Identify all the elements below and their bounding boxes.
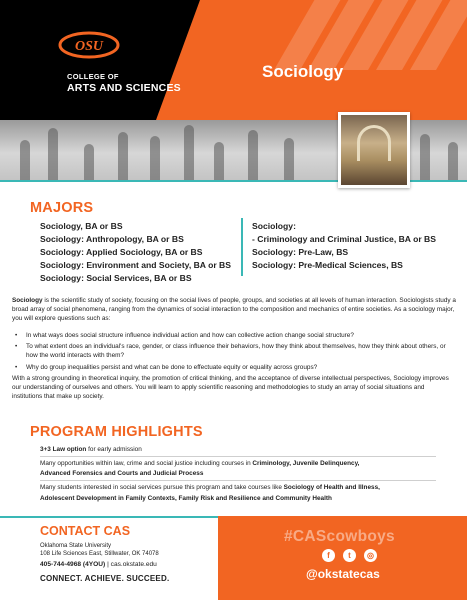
photo-figure [284,138,294,180]
osu-logo [58,30,120,60]
photo-figure [118,132,128,180]
major-item: Sociology: Pre-Law, BS [252,247,349,257]
contact-tagline: CONNECT. ACHIEVE. SUCCEED. [40,574,170,583]
header-banner [0,0,467,120]
social-handle[interactable]: @okstatecas [306,567,380,581]
highlight-item [40,483,456,492]
photo-figure [420,134,430,180]
contact-phone[interactable]: 405-744-4968 (4YOU) [40,561,106,568]
question-bullet: • Why do group inequalities persist and what can be done to effectuate equity or equality across groups? [15,364,318,371]
photo-figure [184,125,194,180]
intro-text: is the scientific study of society, focusing on the social lives of people, groups, and societies at all levels of human interaction. Sociologists study a broad array of social phenomena, ranging from the dynamics of social interaction to the composition and mechanics of entire societies. As a sociology major, you will explore questions such as: [12,297,456,323]
photo-figure [248,130,258,180]
question-bullet: • To what extent does an individual's race, gender, or class influence their behaviors, how they think about themselves, how they think about others, or how the world interacts with them? [15,343,446,360]
major-item: Sociology: Anthropology, BA or BS [40,234,184,244]
footer-teal-line [0,516,218,518]
instagram-icon[interactable]: ◎ [364,549,377,562]
major-item: Sociology: Social Services, BA or BS [40,273,192,283]
facebook-icon[interactable]: f [322,549,335,562]
highlight-item [40,445,456,454]
photo-figure [214,142,224,180]
highlight-bold: 3+3 Law option [40,446,87,453]
photo-figure [20,140,30,180]
header-black-panel [0,0,200,120]
bullet-text: To what extent does an individual's race, gender, or class influence their behaviors, how they think about themselves, how they think about others, or how the world interacts with them? [26,343,446,360]
logo-text: OSU [74,39,104,54]
page-title: Sociology [262,62,344,81]
photo-arch [357,125,391,161]
highlight-separator [40,480,436,481]
college-line2: ARTS AND SCIENCES [67,82,181,94]
major-item: Sociology: [252,221,296,231]
major-item: Sociology: Environment and Society, BA or BS [40,260,231,270]
highlight-bold: Adolescent Development in Family Contexts, Family Risk and Resilience and Community Health [40,495,332,502]
contact-phone-line [40,561,157,568]
intro-lead: Sociology [12,297,43,304]
photo-figure [84,144,94,180]
bullet-text: Why do group inequalities persist and what can be done to effectuate equity or equality across groups? [26,364,318,371]
major-item: Sociology, BA or BS [40,221,123,231]
highlight-text: for early admission [86,446,142,453]
major-item: - Criminology and Criminal Justice, BA or BS [252,234,436,244]
contact-university: Oklahoma State University [40,543,112,549]
twitter-icon[interactable]: t [343,549,356,562]
intro-paragraph [12,296,456,324]
closing-paragraph: With a strong grounding in theoretical inquiry, the promotion of critical thinking, and the acceptance of diverse intellectual perspectives, Sociology improves our understanding of ourselves and others. You will learn to apply scientific reasoning and methodologies to study an array of social situations and institutions that make up society. [12,375,449,401]
photo-figure [448,142,458,180]
highlight-text: Many students interested in social services pursue this program and take courses like [40,484,284,491]
question-bullet: • In what ways does social structure influence individual action and how can collective action change social structure? [15,332,354,339]
highlight-text: Many opportunities within law, crime and social justice including courses in [40,460,253,467]
contact-website-link[interactable]: cas.okstate.edu [110,561,157,568]
major-item: Sociology: Pre-Medical Sciences, BS [252,260,403,270]
photo-figure [48,128,58,180]
highlight-bold: Criminology, Juvenile Delinquency, [252,460,360,467]
highlight-bold: Advanced Forensics and Courts and Judicial Process [40,470,204,477]
majors-divider [241,218,243,276]
majors-heading: MAJORS [30,200,94,216]
highlight-separator [40,456,436,457]
contact-address: 108 Life Sciences East, Stillwater, OK 74078 [40,551,159,557]
college-line1: COLLEGE OF [67,72,119,81]
hashtag: #CAScowboys [284,528,395,545]
station-photo [338,112,410,188]
highlight-bold: Sociology of Health and Illness, [283,484,380,491]
highlight-item [40,494,456,503]
photo-figure [150,136,160,180]
major-item: Sociology: Applied Sociology, BA or BS [40,247,203,257]
highlight-item [40,469,456,478]
contact-separator: | [105,561,111,568]
contact-heading: CONTACT CAS [40,524,131,538]
bullet-text: In what ways does social structure influence individual action and how can collective action change social structure? [26,332,354,339]
highlights-heading: PROGRAM HIGHLIGHTS [30,424,203,440]
highlight-item [40,459,456,468]
